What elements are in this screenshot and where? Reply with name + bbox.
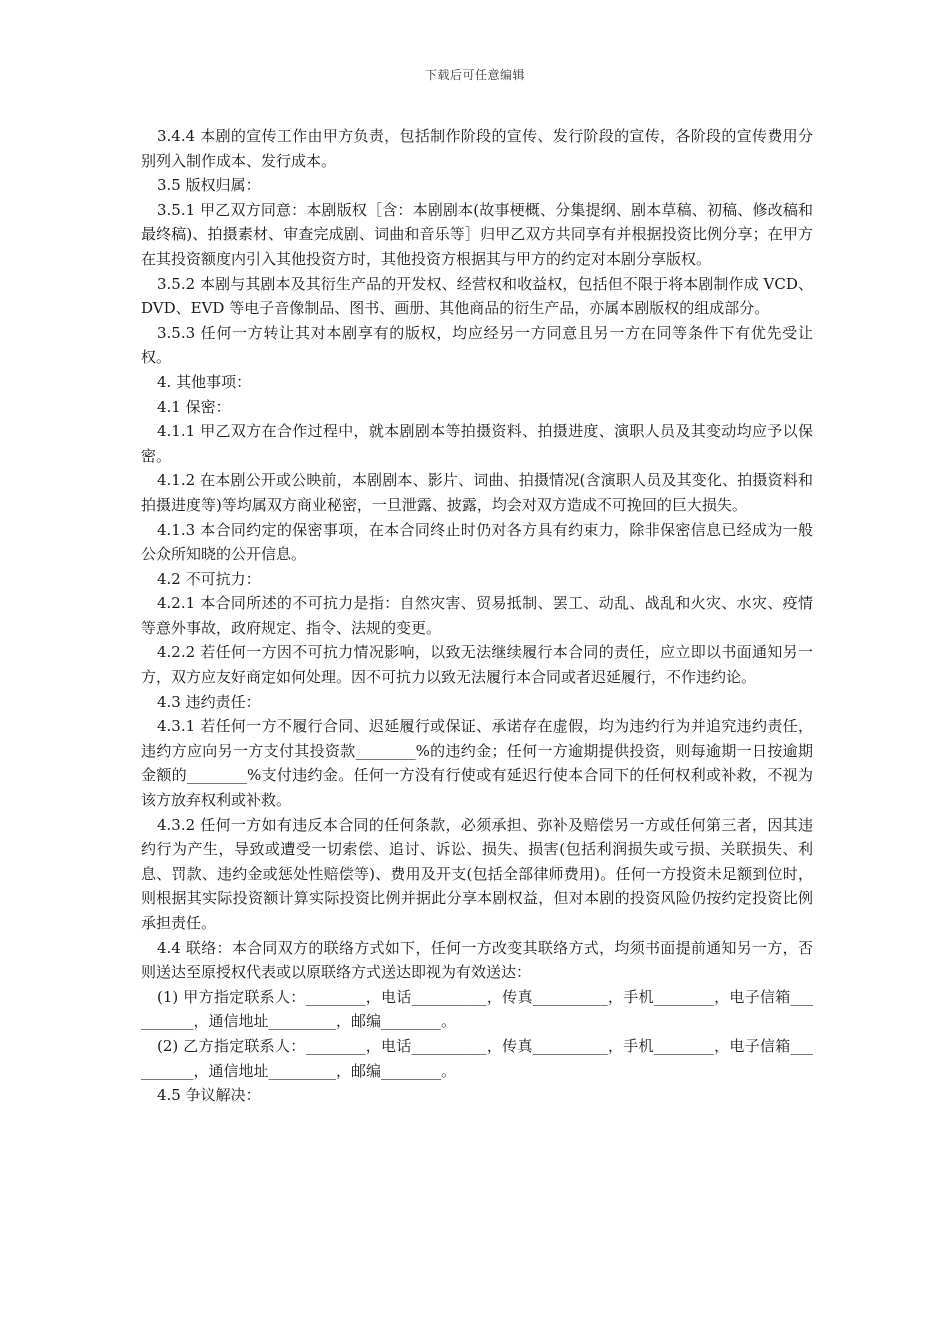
clause-3-4-4: 3.4.4 本剧的宣传工作由甲方负责，包括制作阶段的宣传、发行阶段的宣传，各阶段的宣传费用分别列入制作成本、发行成本。 — [141, 127, 813, 170]
clause-3-5-2: 3.5.2 本剧与其剧本及其衍生产品的开发权、经营权和收益权，包括但不限于将本剧制作成 VCD、DVD、EVD 等电子音像制品、图书、画册、其他商品的衍生产品，亦属本剧版权的组成部分。 — [141, 274, 813, 318]
clause-3-5-3: 3.5.3 任何一方转让其对本剧享有的版权，均应经另一方同意且另一方在同等条件下有优先受让权。 — [141, 323, 813, 367]
clause-4-1-2: 4.1.2 在本剧公开或公映前，本剧剧本、影片、词曲、拍摄情况(含演职人员及其变化、拍摄资料和拍摄进度等)等均属双方商业秘密，一旦泄露、披露，均会对双方造成不可挽回的巨大损失。 — [141, 471, 813, 514]
document-body — [141, 124, 813, 1108]
clause-3-5-1: 3.5.1 甲乙双方同意：本剧版权［含：本剧剧本(故事梗概、分集提纲、剧本草稿、初稿、修改稿和最终稿)、拍摄素材、审查完成剧、词曲和音乐等］归甲乙双方共同享有并根据投资比例分享；在甲方在其投资额度内引入其他投资方时，其他投资方根据其与甲方的约定对本剧分享版权。 — [141, 200, 813, 268]
section-heading-3-5: 3.5 版权归属： — [157, 176, 261, 195]
clause-4-1-1: 4.1.1 甲乙双方在合作过程中，就本剧剧本等拍摄资料、拍摄进度、演职人员及其变动均应予以保密。 — [141, 422, 813, 465]
clause-4-1-3: 4.1.3 本合同约定的保密事项，在本合同终止时仍对各方具有约束力，除非保密信息已经成为一般公众所知晓的公开信息。 — [141, 520, 813, 564]
contact-party-b: (2) 乙方指定联系人：________，电话__________，传真__________，手机________，电子信箱__________，通信地址_________，邮编________。 — [141, 1036, 813, 1080]
section-heading-4-3: 4.3 违约责任： — [157, 692, 261, 711]
clause-4-4: 4.4 联络：本合同双方的联络方式如下，任何一方改变其联络方式，均须书面提前通知另一方，否则送达至原授权代表或以原联络方式送达即视为有效送达： — [141, 938, 813, 982]
contact-party-a: (1) 甲方指定联系人：________，电话__________，传真__________，手机________，电子信箱__________，通信地址_________，邮编________。 — [141, 987, 813, 1031]
page-header-note: 下载后可任意编辑 — [424, 68, 525, 82]
section-heading-4: 4. 其他事项： — [157, 372, 252, 391]
clause-4-2-2: 4.2.2 若任何一方因不可抗力情况影响，以致无法继续履行本合同的责任，应立即以书面通知另一方，双方应友好商定如何处理。因不可抗力以致无法履行本合同或者迟延履行，不作违约论。 — [141, 643, 813, 687]
clause-4-3-1: 4.3.1 若任何一方不履行合同、迟延履行或保证、承诺存在虚假，均为违约行为并追究违约责任，违约方应向另一方支付其投资款________%的违约金；任何一方逾期提供投资，则每逾期一日按逾期金额的________%支付违约金。任何一方没有行使或有延迟行使本合同下的任何权利或补救，不视为该方放弃权利或补救。 — [141, 717, 813, 810]
clause-4-3-2: 4.3.2 任何一方如有违反本合同的任何条款，必须承担、弥补及赔偿另一方或任何第三者，因其违约行为产生，导致或遭受一切索偿、追讨、诉讼、损失、损害(包括利润损失或亏损、关联损失、利息、罚款、违约金或惩处性赔偿等)、费用及开支(包括全部律师费用)。任何一方投资未足额到位时，则根据其实际投资额计算实际投资比例并据此分享本剧权益，但对本剧的投资风险仍按约定投资比例承担责任。 — [141, 815, 813, 932]
clause-4-2-1: 4.2.1 本合同所述的不可抗力是指：自然灾害、贸易抵制、罢工、动乱、战乱和火灾、水灾、疫情等意外事故，政府规定、指令、法规的变更。 — [141, 594, 813, 637]
section-heading-4-1: 4.1 保密： — [157, 397, 231, 416]
section-heading-4-2: 4.2 不可抗力： — [157, 569, 261, 588]
section-heading-4-5: 4.5 争议解决： — [157, 1086, 261, 1105]
